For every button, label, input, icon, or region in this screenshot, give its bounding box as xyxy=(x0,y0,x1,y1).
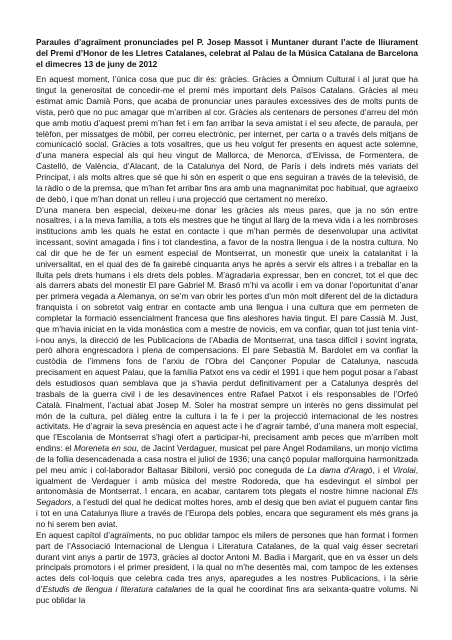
paragraph-2-text-a: D’una manera ben especial, deixeu-me donar les gràcies als meus pares, que ja no són entre nosaltres, i a la meva família, a tots els mestres que he tingut al llarg de la meva vida i a les nombroses institucions amb les quals he estat en contacte i que m’han permès de desenvolupar una activitat incessant, sovint amagada i fins i tot clandestina, a favor de la nostra llengua i de la nostra cultura. No cal dir que he de fer un esment especial de Montserrat, un monestir que uneix la catalanitat i la universalitat, en el qual des de fa gairebé cinquanta anys he après a servir els altres i a treballar en la lluita pels drets humans i els drets dels pobles. M’agradaria expressar, ben en concret, tot el que dec als darrers abats del monestir El pare Gabriel M. Brasó m’hi va acollir i em va donar l’oportunitat d’anar per primera vegada a Alemanya, on se’m van obrir les portes d’un món molt diferent del de la dictadura franquista i on sobretot vaig entrar en contacte amb una llengua i una cultura que em permeten de completar la formació essencialment francesa que fins aleshores havia tingut. El pare Cassià M. Just, que m’havia iniciat en la vida monàstica com a mestre de novicis, em va confiar, quan tot just tenia vint-i-nou anys, la direcció de les Publicacions de l’Abadia de Montserrat, una tasca difícil i sovint ingrata, però alhora engrescadora i plena de compensacions. El pare Sebastià M. Bardolet em va confiar la custòdia de l’immens fons de l’arxiu de l’Obra del Cançoner Popular de Catalunya, nascuda precisament en aquest Palau, que la família Patxot ens va cedir el 1991 i que hem pogut posar a l’abast dels estudiosos quan semblava que ja s’havia perdut definitivament per a Catalunya després del trasbals de la guerra civil i de les desavinences entre Rafael Patxot i els responsables de l’Orfeó Català. Finalment, l’actual abat Josep M. Soler ha mostrat sempre un interès no gens dissimulat pel món de la cultura, pel diàleg entre la cultura i la fe i per la projecció internacional de les nostres activitats. He d’agrair la seva presència en aquest acte i he d’agrair també, d’una manera molt especial, que l’Escolania de Montserrat s’hagi ofert a participar-hi, precisament amb peces que m’arriben molt endins: el xyxy=(36,204,418,454)
paragraph-2-italic-title-4: Els Segadors xyxy=(36,486,418,508)
paragraph-3-italic-title: Estudis de llengua i literatura catalanes xyxy=(42,584,192,595)
document-page xyxy=(36,37,418,606)
paragraph-1 xyxy=(36,74,418,204)
paragraph-2-text-b: , de Jacint Verdaguer, musicat pel pare Àngel Rodamilans, un monjo víctima de la follia desencadenada a casa nostra el juliol de 1936; una cançó popular mallorquina harmonitzada pel meu amic i col·laborador Baltasar Bibiloni, versió poc coneguda de xyxy=(36,443,418,475)
paragraph-2-text-e: , a l’estudi del qual he dedicat moltes hores, amb el desig que ben aviat el puguem cantar fins i tot en una Catalunya lliure a través de l’Europa dels pobles, encara que segurament els més grans ja no hi serem ben aviat. xyxy=(36,497,418,529)
document-heading: Paraules d’agraïment pronunciades pel P. Josep Massot i Muntaner durant l’acte de lliurament del Premi d’Honor de les Lletres Catalanes, celebrat al Palau de la Música Catalana de Barcelona el dimecres 13 de juny de 2012 xyxy=(36,37,418,69)
paragraph-1-text: En aquest moment, l’única cosa que puc dir és: gràcies. Gràcies a Òmnium Cultural i al jurat que ha tingut la generositat de concedir-me el premi més important dels Països Catalans. Gràcies al meu estimat amic Damià Pons, que acaba de pronunciar unes paraules excessives des de molts punts de vista, però que no puc amagar que m’arriben al cor. Gràcies als centenars de persones d’arreu del món que amb motiu d’aquest premi m’han fet i em fan arribar la seva amistat i el seu afecte, de paraula, per telèfon, per missatges de mòbil, per correu electrònic, per internet, per carta o a través dels mitjans de comunicació social. Gràcies a tots vosaltres, que us heu volgut fer presents en aquest acte solemne, d’una manera especial als qui heu vingut de Mallorca, de Menorca, d’Eivissa, de Formentera, de Castelló, de València, d’Alacant, de la Catalunya del Nord, de París i dels indrets més variats del Principat, i als molts altres que sé que hi són en esperit o que ens seguiran a través de la televisió, de la ràdio o de la premsa, que m’han fet arribar fins ara amb una magnanimitat poc habitual, que agraeixo de debò, i que m’han donat un relleu i una projecció que certament no mereixo. xyxy=(36,74,418,204)
paragraph-2-italic-title-3: Virolai xyxy=(392,464,416,475)
paragraph-3-text-b: de la qual he coordinat fins ara seixanta-quatre volums. Ni puc oblidar la xyxy=(36,584,418,605)
paragraph-2-text-d: , igualment de Verdaguer i amb música del mestre Rodoreda, que ha esdevingut el símbol per antonomàsia de Montserrat. I encara, en acabar, cantarem tots plegats el nostre himne nacional xyxy=(36,464,418,497)
paragraph-2-italic-title-1: Moreneta en sou xyxy=(74,443,137,454)
paragraph-2-text-c: , i el xyxy=(372,464,393,475)
paragraph-3-text-a: En aquest capítol d’agraïments, no puc oblidar tampoc els milers de persones que han format i formen part de l’Associació Internacional de Llengua i Literatura Catalanes, de la qual vaig ésser secretari durant vint anys a partir de 1973, gràcies al doctor Antoni M. Badia i Margarit, que en va ésser un dels principals promotors i el primer president, i la qual no m’he desentès mai, com tampoc de les extenses actes dels col·loquis que celebra cada tres anys, aparegudes a les nostres Publicacions, i la sèrie d’ xyxy=(36,529,418,595)
paragraph-2 xyxy=(36,205,418,530)
paragraph-3 xyxy=(36,530,418,606)
paragraph-2-italic-title-2: La dama d’Aragó xyxy=(307,464,373,475)
